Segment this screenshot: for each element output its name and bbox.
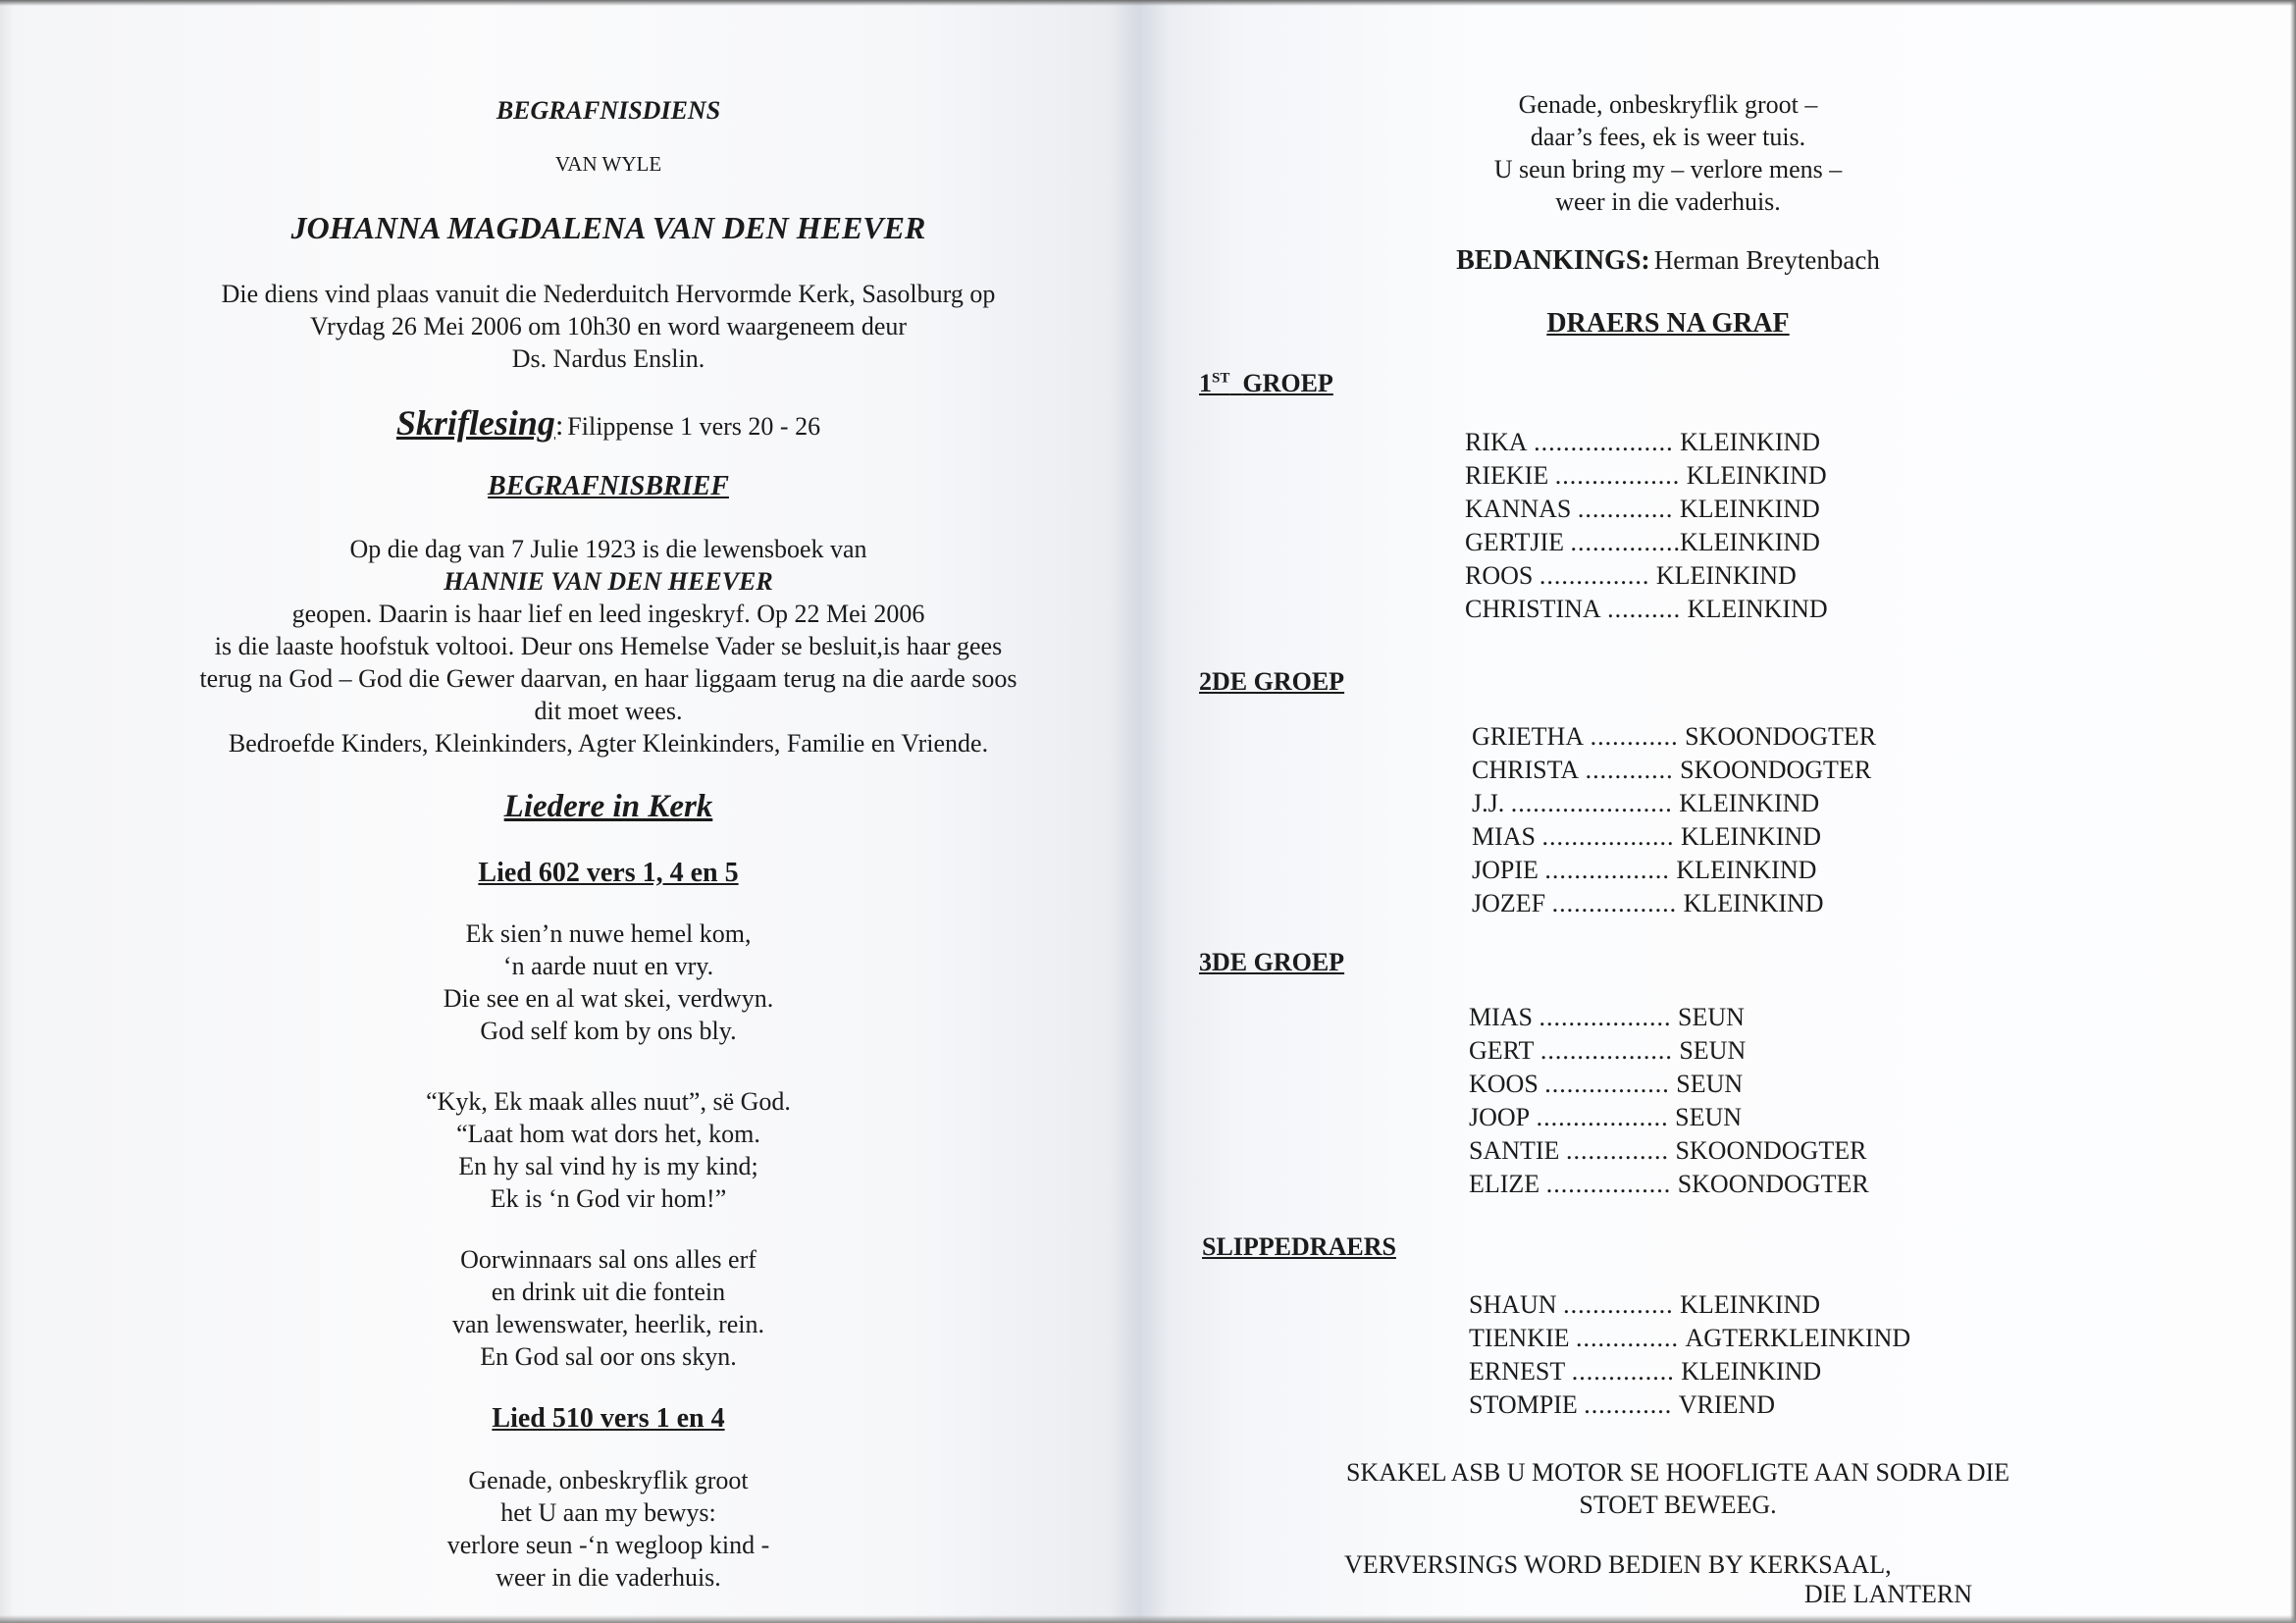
roster-name: GERTJIE bbox=[1465, 528, 1564, 556]
roster-role: SEUN bbox=[1675, 1103, 1743, 1131]
group-2-roster bbox=[1472, 720, 1876, 920]
roster-name: GRIETHA bbox=[1472, 722, 1585, 751]
roster-name: KANNAS bbox=[1465, 495, 1572, 523]
lied-602-stanza-3 bbox=[128, 1243, 1089, 1373]
begrafnisbrief-title: BEGRAFNISBRIEF bbox=[488, 471, 729, 501]
roster-dots: ................. bbox=[1544, 1070, 1670, 1098]
verse-line: Oorwinnaars sal ons alles erf bbox=[460, 1245, 757, 1274]
scan-edge-bottom bbox=[0, 1615, 2296, 1623]
roster-role: SEUN bbox=[1679, 1036, 1747, 1065]
roster-dots: ................. bbox=[1551, 889, 1678, 917]
lied-602-stanza-2 bbox=[128, 1085, 1089, 1215]
roster-dots: .............. bbox=[1576, 1324, 1680, 1352]
roster-role: KLEINKIND bbox=[1686, 461, 1827, 490]
roster-role: KLEINKIND bbox=[1681, 1357, 1822, 1386]
roster-row bbox=[1472, 720, 1876, 754]
draers-title: DRAERS NA GRAF bbox=[1546, 308, 1790, 339]
roster-dots: .......... bbox=[1607, 595, 1682, 623]
roster-row bbox=[1469, 1068, 1869, 1101]
lied-602-stanza-1 bbox=[128, 917, 1089, 1047]
roster-role: KLEINKIND bbox=[1676, 856, 1817, 884]
group-1-roster bbox=[1465, 426, 1828, 626]
brief-line: geopen. Daarin is haar lief en leed ingeskryf. Op 22 Mei 2006 bbox=[291, 600, 925, 628]
roster-dots: ...................... bbox=[1510, 789, 1673, 817]
verse-line: Ek sien’n nuwe hemel kom, bbox=[465, 919, 752, 948]
verse-line: ‘n aarde nuut en vry. bbox=[502, 952, 714, 980]
roster-row bbox=[1469, 1322, 1910, 1355]
service-title: BEGRAFNISDIENS bbox=[496, 96, 721, 125]
verse-line: U seun bring my – verlore mens – bbox=[1493, 155, 1843, 183]
verse-line: van lewenswater, heerlik, rein. bbox=[451, 1310, 765, 1338]
roster-name: SHAUN bbox=[1469, 1290, 1557, 1319]
notice-line: VERVERSINGS WORD BEDIEN BY KERKSAAL, bbox=[1344, 1550, 1892, 1579]
roster-name: SANTIE bbox=[1469, 1136, 1560, 1165]
roster-role: VRIEND bbox=[1678, 1390, 1775, 1419]
roster-name: J.J. bbox=[1472, 789, 1505, 817]
slippedraers-heading: SLIPPEDRAERS bbox=[1202, 1232, 1396, 1261]
verse-line: Genade, onbeskryflik groot bbox=[468, 1466, 749, 1494]
roster-name: RIEKIE bbox=[1465, 461, 1549, 490]
roster-role: KLEINKIND bbox=[1680, 428, 1821, 456]
bedankings-name: Herman Breytenbach bbox=[1653, 245, 1880, 275]
verse-line: “Laat hom wat dors het, kom. bbox=[456, 1120, 760, 1148]
roster-row bbox=[1469, 1288, 1910, 1322]
group-1-num: 1 bbox=[1199, 369, 1212, 397]
roster-name: CHRISTINA bbox=[1465, 595, 1601, 623]
roster-name: CHRISTA bbox=[1472, 756, 1580, 784]
roster-name: ROOS bbox=[1465, 561, 1534, 590]
roster-name: STOMPIE bbox=[1469, 1390, 1578, 1419]
roster-name: JOOP bbox=[1469, 1103, 1531, 1131]
roster-role: SKOONDOGTER bbox=[1685, 722, 1877, 751]
verse-line: verlore seun -‘n wegloop kind - bbox=[446, 1531, 770, 1559]
service-line: Ds. Nardus Enslin. bbox=[511, 344, 705, 373]
roster-dots: .................. bbox=[1539, 1036, 1673, 1065]
roster-dots: .................. bbox=[1541, 822, 1675, 851]
roster-row bbox=[1472, 820, 1876, 854]
verse-line: En hy sal vind hy is my kind; bbox=[458, 1152, 758, 1180]
roster-role: SEUN bbox=[1678, 1003, 1745, 1031]
roster-row bbox=[1469, 1001, 1869, 1034]
group-3-heading: 3DE GROEP bbox=[1199, 948, 1345, 976]
brief-name: HANNIE VAN DEN HEEVER bbox=[444, 567, 773, 596]
roster-dots: ............ bbox=[1590, 722, 1679, 751]
refreshments-notice bbox=[1344, 1550, 1972, 1609]
brief-line: Op die dag van 7 Julie 1923 is die lewensboek van bbox=[349, 535, 867, 563]
scan-edge-top bbox=[0, 0, 2296, 6]
verse-line: Genade, onbeskryflik groot – bbox=[1518, 90, 1818, 119]
roster-dots: ............. bbox=[1577, 495, 1674, 523]
deceased-name: JOHANNA MAGDALENA VAN DEN HEEVER bbox=[290, 210, 926, 245]
roster-row bbox=[1469, 1101, 1869, 1134]
group-1-label: GROEP bbox=[1242, 369, 1333, 397]
verse-line: En God sal oor ons skyn. bbox=[480, 1342, 737, 1371]
liedere-title: Liedere in Kerk bbox=[503, 789, 713, 824]
verse-line: weer in die vaderhuis. bbox=[496, 1563, 721, 1592]
group-1-sup: ST bbox=[1212, 370, 1230, 387]
roster-role: KLEINKIND bbox=[1655, 561, 1797, 590]
slippedraers-roster bbox=[1469, 1288, 1910, 1422]
roster-role: SKOONDOGTER bbox=[1677, 1170, 1869, 1198]
roster-role: SKOONDOGTER bbox=[1675, 1136, 1867, 1165]
roster-name: ERNEST bbox=[1469, 1357, 1566, 1386]
roster-row bbox=[1469, 1388, 1910, 1422]
roster-row bbox=[1465, 426, 1828, 459]
roster-row bbox=[1465, 593, 1828, 626]
roster-dots: .............. bbox=[1565, 1136, 1669, 1165]
roster-row bbox=[1472, 754, 1876, 787]
roster-dots: ............ bbox=[1585, 756, 1674, 784]
verse-line: en drink uit die fontein bbox=[491, 1278, 726, 1306]
skriflesing bbox=[128, 402, 1089, 444]
page-edge-left bbox=[0, 0, 14, 1623]
roster-name: JOZEF bbox=[1472, 889, 1546, 917]
van-wyle: VAN WYLE bbox=[554, 152, 662, 176]
roster-name: RIKA bbox=[1465, 428, 1528, 456]
roster-row bbox=[1472, 887, 1876, 920]
continued-verse bbox=[1276, 88, 2061, 218]
verse-line: Ek is ‘n God vir hom!” bbox=[490, 1184, 727, 1213]
roster-role: KLEINKIND bbox=[1679, 495, 1820, 523]
roster-role: KLEINKIND bbox=[1680, 1290, 1821, 1319]
roster-dots: ............... bbox=[1563, 1290, 1674, 1319]
verse-line: weer in die vaderhuis. bbox=[1555, 187, 1781, 216]
group-1-heading bbox=[1199, 369, 1333, 398]
brief-line: Bedroefde Kinders, Kleinkinders, Agter Kleinkinders, Familie en Vriende. bbox=[228, 729, 989, 758]
roster-role: .KLEINKIND bbox=[1673, 528, 1820, 556]
roster-row bbox=[1472, 854, 1876, 887]
skriflesing-colon: : bbox=[554, 409, 564, 442]
verse-line: het U aan my bewys: bbox=[500, 1498, 716, 1527]
roster-name: TIENKIE bbox=[1469, 1324, 1570, 1352]
roster-row bbox=[1472, 787, 1876, 820]
skriflesing-text: Filippense 1 vers 20 - 26 bbox=[567, 412, 821, 441]
roster-dots: ................. bbox=[1554, 461, 1681, 490]
roster-row bbox=[1465, 459, 1828, 493]
roster-row bbox=[1469, 1034, 1869, 1068]
roster-role: SEUN bbox=[1676, 1070, 1744, 1098]
roster-dots: .................. bbox=[1539, 1003, 1672, 1031]
bedankings-label: BEDANKINGS: bbox=[1456, 245, 1650, 276]
verse-line: God self kom by ons bly. bbox=[480, 1017, 737, 1045]
verse-line: “Kyk, Ek maak alles nuut”, së God. bbox=[426, 1087, 791, 1116]
roster-dots: .............. bbox=[1570, 528, 1674, 556]
roster-name: GERT bbox=[1469, 1036, 1535, 1065]
roster-row bbox=[1465, 526, 1828, 559]
brief-line: is die laaste hoofstuk voltooi. Deur ons Hemelse Vader se besluit,is haar gees bbox=[214, 632, 1003, 660]
roster-name: ELIZE bbox=[1469, 1170, 1540, 1198]
lied-510-title: Lied 510 vers 1 en 4 bbox=[492, 1403, 725, 1434]
roster-dots: .............. bbox=[1571, 1357, 1675, 1386]
roster-name: JOPIE bbox=[1472, 856, 1539, 884]
verse-line: daar’s fees, ek is weer tuis. bbox=[1530, 123, 1806, 151]
roster-role: KLEINKIND bbox=[1683, 889, 1824, 917]
lied-602-title: Lied 602 vers 1, 4 en 5 bbox=[478, 858, 739, 888]
roster-role: AGTERKLEINKIND bbox=[1685, 1324, 1911, 1352]
roster-dots: ................. bbox=[1544, 856, 1670, 884]
roster-role: KLEINKIND bbox=[1687, 595, 1828, 623]
roster-dots: ................. bbox=[1545, 1170, 1672, 1198]
roster-dots: ............ bbox=[1584, 1390, 1673, 1419]
brief-line: terug na God – God die Gewer daarvan, en haar liggaam terug na die aarde soos bbox=[199, 664, 1018, 693]
group-3-roster bbox=[1469, 1001, 1869, 1201]
notice-line: DIE LANTERN bbox=[1803, 1580, 1972, 1608]
roster-role: KLEINKIND bbox=[1681, 822, 1821, 851]
headlights-notice bbox=[1276, 1456, 2080, 1521]
verse-line: Die see en al wat skei, verdwyn. bbox=[443, 984, 774, 1013]
lied-510-stanza bbox=[128, 1464, 1089, 1594]
roster-role: KLEINKIND bbox=[1679, 789, 1820, 817]
roster-name: KOOS bbox=[1469, 1070, 1539, 1098]
bedankings bbox=[1276, 245, 2061, 277]
roster-row bbox=[1465, 493, 1828, 526]
roster-dots: ................... bbox=[1534, 428, 1674, 456]
roster-role: SKOONDOGTER bbox=[1680, 756, 1872, 784]
roster-row bbox=[1465, 559, 1828, 593]
brief-line: dit moet wees. bbox=[534, 697, 683, 725]
group-2-heading: 2DE GROEP bbox=[1199, 667, 1345, 696]
scan-edge-right bbox=[2290, 0, 2296, 1623]
begrafnisbrief-body bbox=[113, 533, 1104, 759]
skriflesing-label: Skriflesing bbox=[395, 403, 555, 443]
roster-row bbox=[1469, 1134, 1869, 1168]
service-line: Die diens vind plaas vanuit die Nederduitch Hervormde Kerk, Sasolburg op bbox=[221, 280, 996, 308]
roster-row bbox=[1469, 1355, 1910, 1388]
roster-dots: .................. bbox=[1536, 1103, 1669, 1131]
notice-line: STOET BEWEEG. bbox=[1579, 1491, 1777, 1519]
roster-name: MIAS bbox=[1469, 1003, 1534, 1031]
service-line: Vrydag 26 Mei 2006 om 10h30 en word waargeneem deur bbox=[309, 312, 908, 340]
roster-dots: ............... bbox=[1539, 561, 1650, 590]
roster-row bbox=[1469, 1168, 1869, 1201]
roster-name: MIAS bbox=[1472, 822, 1537, 851]
page-spine bbox=[1109, 0, 1168, 1623]
service-details bbox=[128, 278, 1089, 375]
notice-line: SKAKEL ASB U MOTOR SE HOOFLIGTE AAN SODRA DIE bbox=[1345, 1458, 2010, 1487]
